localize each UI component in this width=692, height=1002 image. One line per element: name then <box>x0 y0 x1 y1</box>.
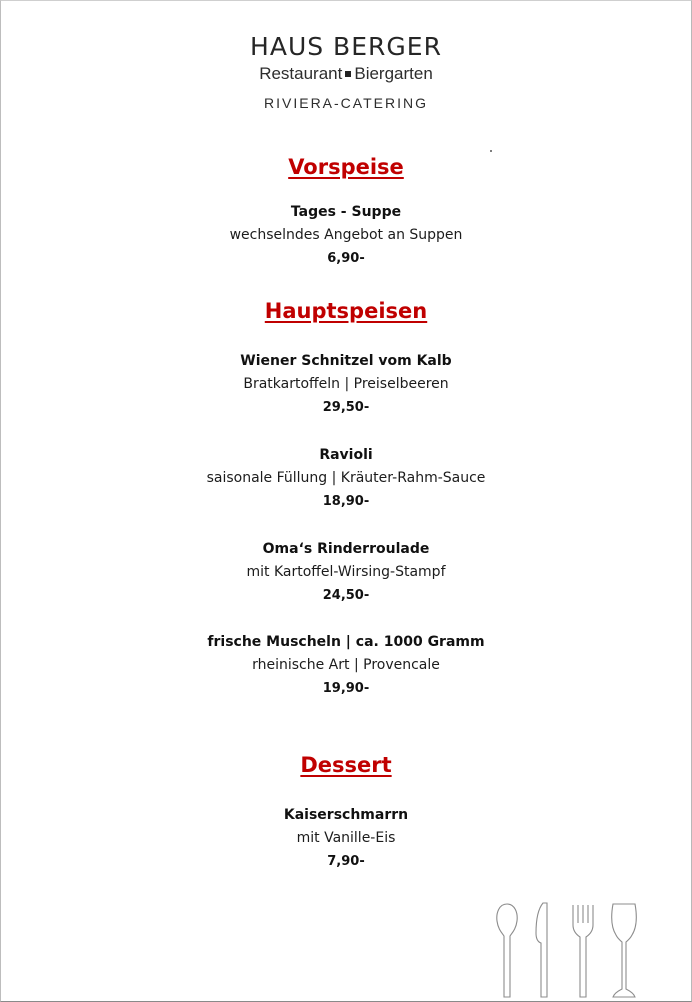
menu-item <box>1 631 691 701</box>
brand-stylized-e: E <box>406 32 424 61</box>
item-name: Tages - Suppe <box>290 204 402 220</box>
brand-stylized-e: E <box>351 32 369 61</box>
menu-item <box>1 444 691 514</box>
item-name: Oma‘s Rinderroulade <box>262 541 430 557</box>
menu-item <box>1 350 691 420</box>
spoon-icon <box>497 904 517 997</box>
item-description: saisonale Füllung | Kräuter-Rahm-Sauce <box>206 470 486 486</box>
knife-icon <box>536 903 547 997</box>
section-title-hauptspeisen: Hauptspeisen <box>264 299 428 323</box>
catering-label: RIVIERA-CATERING <box>264 95 428 111</box>
item-price: 6,90- <box>327 251 365 266</box>
speck-mark <box>490 150 492 152</box>
menu-item <box>1 804 691 874</box>
item-price: 29,50- <box>322 400 370 415</box>
restaurant-header <box>1 31 691 113</box>
brand-subtitle: Restaurant Biergarten <box>259 64 433 83</box>
item-description: wechselndes Angebot an Suppen <box>229 227 463 243</box>
cutlery-icon <box>491 899 641 1001</box>
section-title-dessert: Dessert <box>300 753 392 777</box>
item-description: rheinische Art | Provencale <box>252 657 440 673</box>
section-title-vorspeise: Vorspeise <box>288 155 404 179</box>
item-description: mit Kartoffel-Wirsing-Stampf <box>246 564 446 580</box>
item-price: 18,90- <box>322 494 370 509</box>
item-price: 19,90- <box>322 681 370 696</box>
item-price: 7,90- <box>327 854 365 869</box>
item-price: 24,50- <box>322 588 370 603</box>
brand-logo: HAUS BERGER <box>250 32 442 61</box>
item-name: Kaiserschmarrn <box>283 807 409 823</box>
item-description: mit Vanille-Eis <box>296 830 396 846</box>
fork-icon <box>573 905 593 997</box>
item-name: Ravioli <box>319 447 373 463</box>
item-name: frische Muscheln | ca. 1000 Gramm <box>207 634 485 650</box>
item-description: Bratkartoffeln | Preiselbeeren <box>243 376 449 392</box>
menu-item <box>1 538 691 608</box>
wine-glass-icon <box>612 904 636 997</box>
menu-item <box>1 201 691 271</box>
square-separator-icon <box>345 71 351 77</box>
item-name: Wiener Schnitzel vom Kalb <box>240 353 452 369</box>
